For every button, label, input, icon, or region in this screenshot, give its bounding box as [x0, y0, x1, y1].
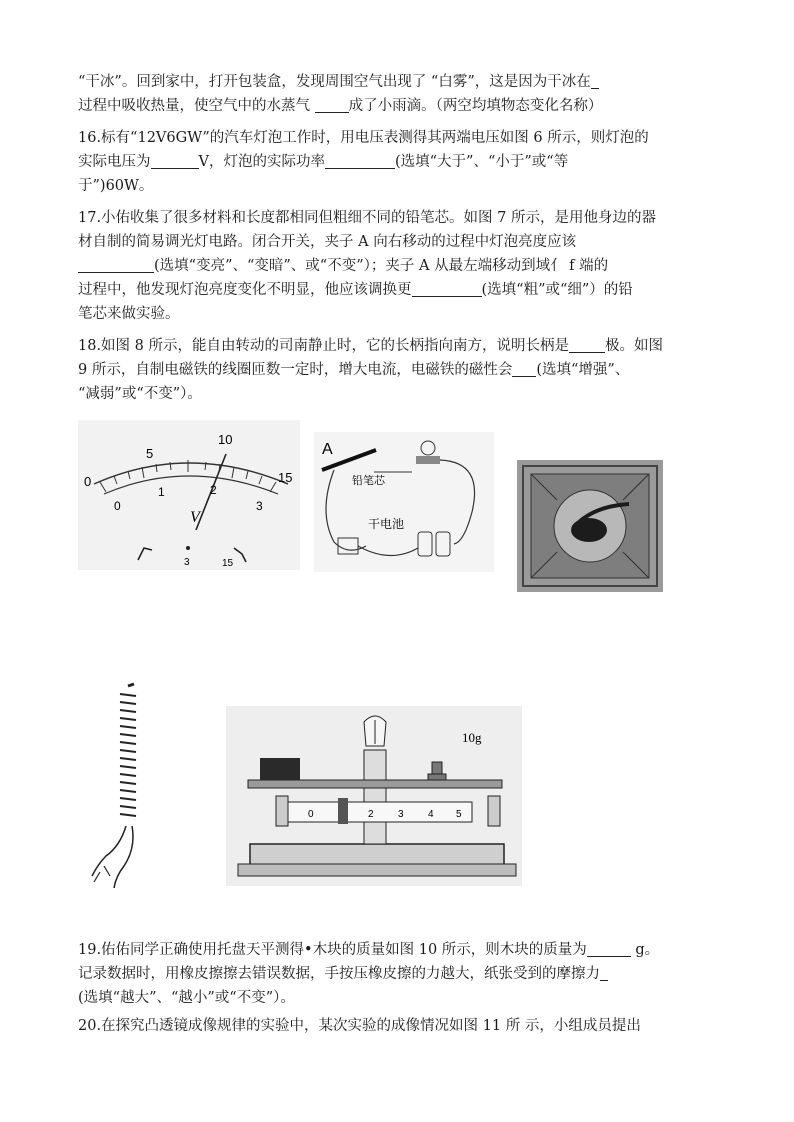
tick-label: 5: [146, 446, 154, 461]
tick-label: 15: [278, 470, 293, 485]
tick-label: 0: [84, 474, 92, 489]
clip-label: A: [322, 441, 333, 458]
answer-blank-power[interactable]: [325, 152, 395, 169]
figure-10-tray-balance: [226, 706, 522, 886]
tick-label: 2: [210, 483, 217, 497]
answer-blank-friction[interactable]: [600, 964, 608, 981]
answer-blank-magnetism[interactable]: [512, 360, 536, 377]
figure-6-voltmeter: [78, 420, 300, 570]
question-16: 16.标有“12V6GW”的汽车灯泡工作时，用电压表测得其两端电压如图 6 所示，则灯泡的 实际电压为 V，灯泡的实际功率 (选填“大于”、“小于”或“等 于”)60W。: [78, 130, 649, 194]
rider-tick-label: 0: [308, 809, 314, 820]
answer-blank-brightness[interactable]: [78, 256, 154, 273]
rider-tick-label: 3: [398, 809, 404, 820]
answer-blank-voltage[interactable]: [151, 152, 199, 169]
figure-9-electromagnet: [90, 676, 150, 896]
unit-label: V: [190, 509, 200, 526]
rider-tick-label: 5: [456, 809, 462, 820]
tick-label: 3: [256, 499, 263, 513]
terminal-label: 3: [184, 557, 190, 568]
question-18: 18.如图 8 所示，能自由转动的司南静止时，它的长柄指向南方，说明长柄是 极。如图 9 所示，自制电磁铁的线圈匝数一定时，增大电流，电磁铁的磁性会 (选填“增强”、 “减弱”或“不变”）。: [78, 338, 664, 402]
answer-blank[interactable]: [315, 96, 349, 113]
tick-label: 0: [114, 499, 121, 513]
answer-blank-mass[interactable]: [587, 940, 631, 957]
pencil-label: 铅笔芯: [352, 474, 385, 487]
figure-7-dimmer-circuit: [314, 432, 494, 572]
question-20: 20.在探究凸透镜成像规律的实验中，某次实验的成像情况如图 11 所 示，小组成员提出: [78, 1018, 641, 1034]
paragraph-dry-ice: “干冰”。回到家中，打开包装盒，发现周围空气出现了 “白雾”，这是因为干冰在 过程中吸收热量，使空气中的水蒸气 成了小雨滴。（两空均填物态变化名称）: [78, 74, 603, 114]
rider-tick-label: 2: [368, 809, 374, 820]
tick-label: 1: [158, 485, 165, 499]
rider-tick-label: 4: [428, 809, 434, 820]
question-17: 17.小佑收集了很多材料和长度都相同但粗细不同的铅笔芯。如图 7 所示，是用他身边的器 材自制的简易调光灯电路。闭合开关，夹子 A 向右移动的过程中灯泡亮度应该 (选填“变亮”、“变暗”、或“不变”）；夹子 A 从最左端移动到域亻 f 端的 过程中，他发现灯泡亮度变化不明显，他应该调换更 (选填“粗”或“细”）的铅 笔芯来做实验。: [78, 210, 656, 322]
figure-8-sinan-compass: [517, 460, 663, 592]
weight-label: 10g: [462, 730, 482, 745]
battery-label: 干电池: [368, 517, 405, 531]
answer-blank-thickness[interactable]: [412, 280, 482, 297]
answer-blank-pole[interactable]: [569, 336, 605, 353]
tick-label: 10: [218, 432, 233, 447]
terminal-label: 15: [222, 558, 234, 569]
question-19: 19.佑佑同学正确使用托盘天平测得•木块的质量如图 10 所示，则木块的质量为 g。 记录数据时，用橡皮擦擦去错误数据，手按压橡皮擦的力越大，纸张受到的摩擦力 (选填“越大”、“越小”或“不变”）。: [78, 942, 660, 1006]
answer-blank[interactable]: [591, 72, 599, 89]
